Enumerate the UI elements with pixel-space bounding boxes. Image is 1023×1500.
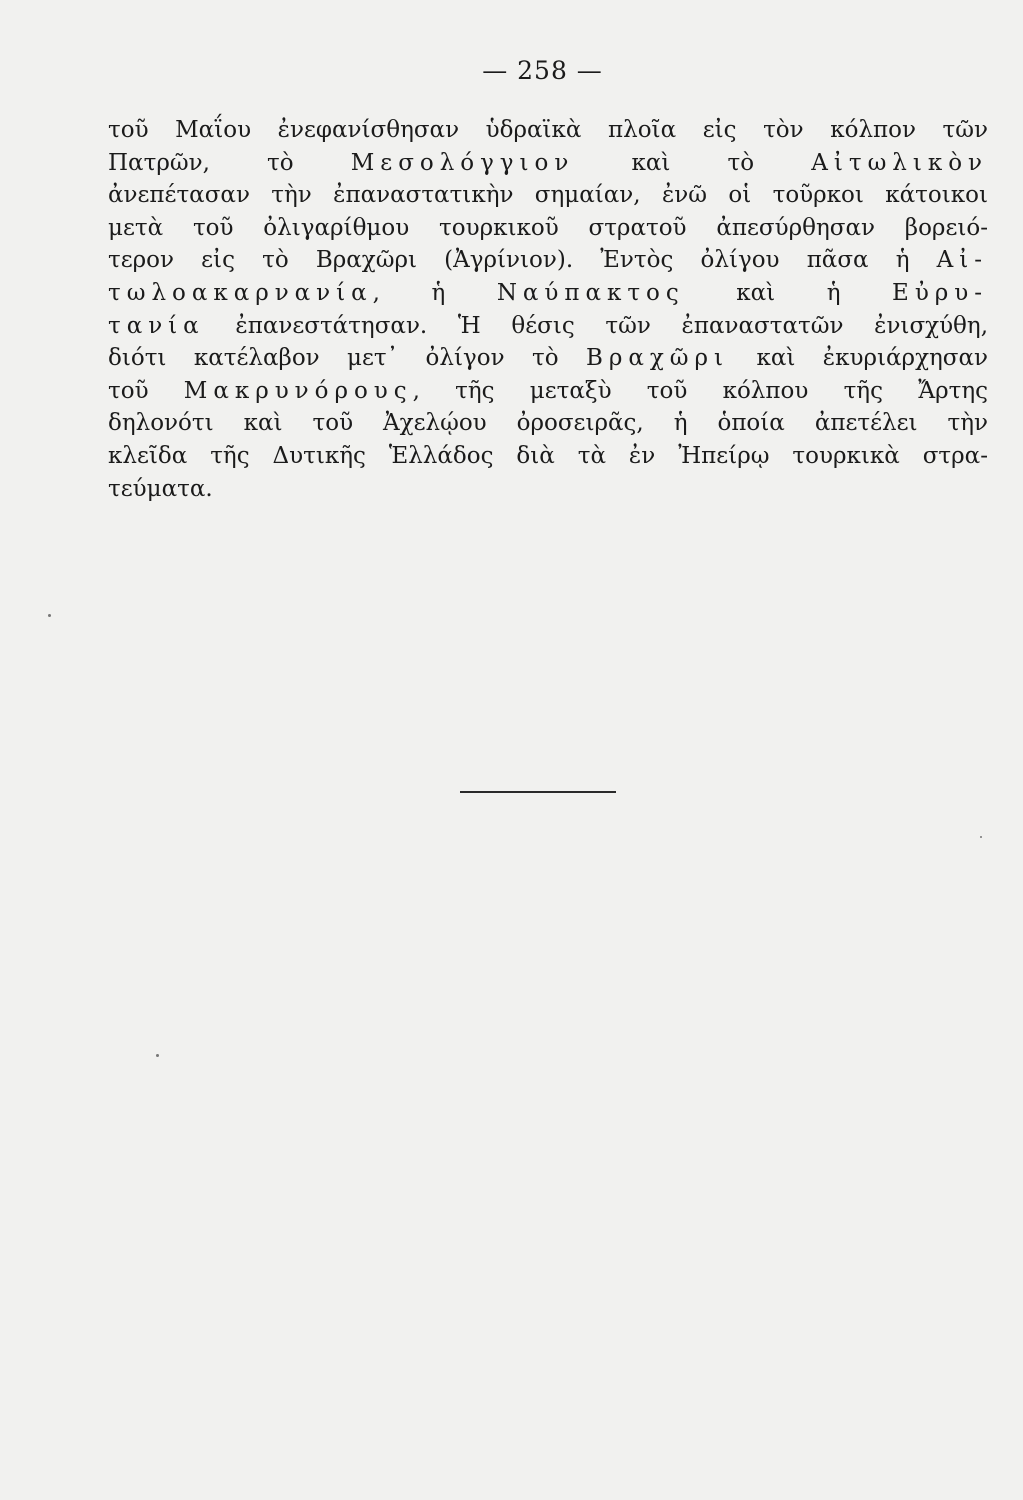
text-line: [108, 342, 988, 375]
spaced-place-name: τανία: [108, 312, 205, 339]
text-line: [108, 212, 988, 245]
text-line: [108, 407, 988, 440]
section-end-rule: [460, 791, 616, 793]
text-segment: δηλονότι καὶ τοῦ Ἀχελῴου ὀροσειρᾶς, ἡ ὁποία ἀπετέλει τὴν: [108, 410, 988, 437]
text-segment: καὶ τὸ: [574, 149, 812, 176]
text-segment: μετὰ τοῦ ὀλιγαρίθμου τουρκικοῦ στρατοῦ ἀπεσύρθησαν βορειό-: [108, 214, 988, 241]
text-line: [108, 179, 988, 212]
spaced-place-name: Μακρυνόρους: [183, 377, 413, 404]
page-number: — 258 —: [482, 56, 603, 85]
text-segment: , ἡ: [372, 279, 497, 306]
scan-speck: [980, 836, 982, 838]
spaced-place-name: τωλοακαρνανία: [108, 279, 373, 306]
text-segment: τοῦ: [108, 377, 184, 404]
text-segment: Πατρῶν, τὸ: [108, 149, 351, 176]
scan-speck: [48, 614, 51, 617]
text-segment: τερον εἰς τὸ Βραχῶρι (Ἀγρίνιον). Ἐντὸς ὀλίγου πᾶσα ἡ: [108, 247, 937, 274]
text-line: [108, 147, 988, 180]
text-segment: κλεῖδα τῆς Δυτικῆς Ἑλλάδος διὰ τὰ ἐν Ἠπείρῳ τουρκικὰ στρα-: [108, 442, 988, 469]
text-segment: διότι κατέλαβον μετ᾽ ὀλίγον τὸ: [108, 345, 586, 372]
text-segment: τεύματα.: [108, 475, 213, 502]
spaced-place-name: Εὐρυ-: [892, 279, 988, 306]
text-line: [108, 440, 988, 473]
text-line: [108, 310, 988, 343]
scan-speck: [156, 1054, 159, 1057]
text-line: [108, 473, 988, 506]
spaced-place-name: Μεσολόγγιον: [350, 149, 575, 176]
text-segment: καὶ ἐκυριάρχησαν: [729, 345, 989, 372]
body-paragraph: [108, 114, 988, 505]
spaced-place-name: Αἰ-: [936, 247, 988, 274]
spaced-place-name: Βραχῶρι: [585, 345, 730, 372]
text-segment: ἀνεπέτασαν τὴν ἐπαναστατικὴν σημαίαν, ἐνῶ οἱ τοῦρκοι κάτοικοι: [108, 182, 988, 209]
text-segment: , τῆς μεταξὺ τοῦ κόλπου τῆς Ἄρτης: [412, 377, 988, 404]
spaced-place-name: Ναύπακτος: [496, 279, 685, 306]
text-segment: καὶ ἡ: [684, 279, 893, 306]
spaced-place-name: Αἰτωλικὸν: [811, 149, 989, 176]
text-segment: τοῦ Μαΐου ἐνεφανίσθησαν ὑδραϊκὰ πλοῖα εἰς τὸν κόλπον τῶν: [108, 117, 988, 143]
text-line: [108, 277, 988, 310]
text-line: [108, 114, 988, 147]
text-segment: ἐπανεστάτησαν. Ἡ θέσις τῶν ἐπαναστατῶν ἐνισχύθη,: [204, 312, 988, 339]
text-line: [108, 375, 988, 408]
text-line: [108, 244, 988, 277]
